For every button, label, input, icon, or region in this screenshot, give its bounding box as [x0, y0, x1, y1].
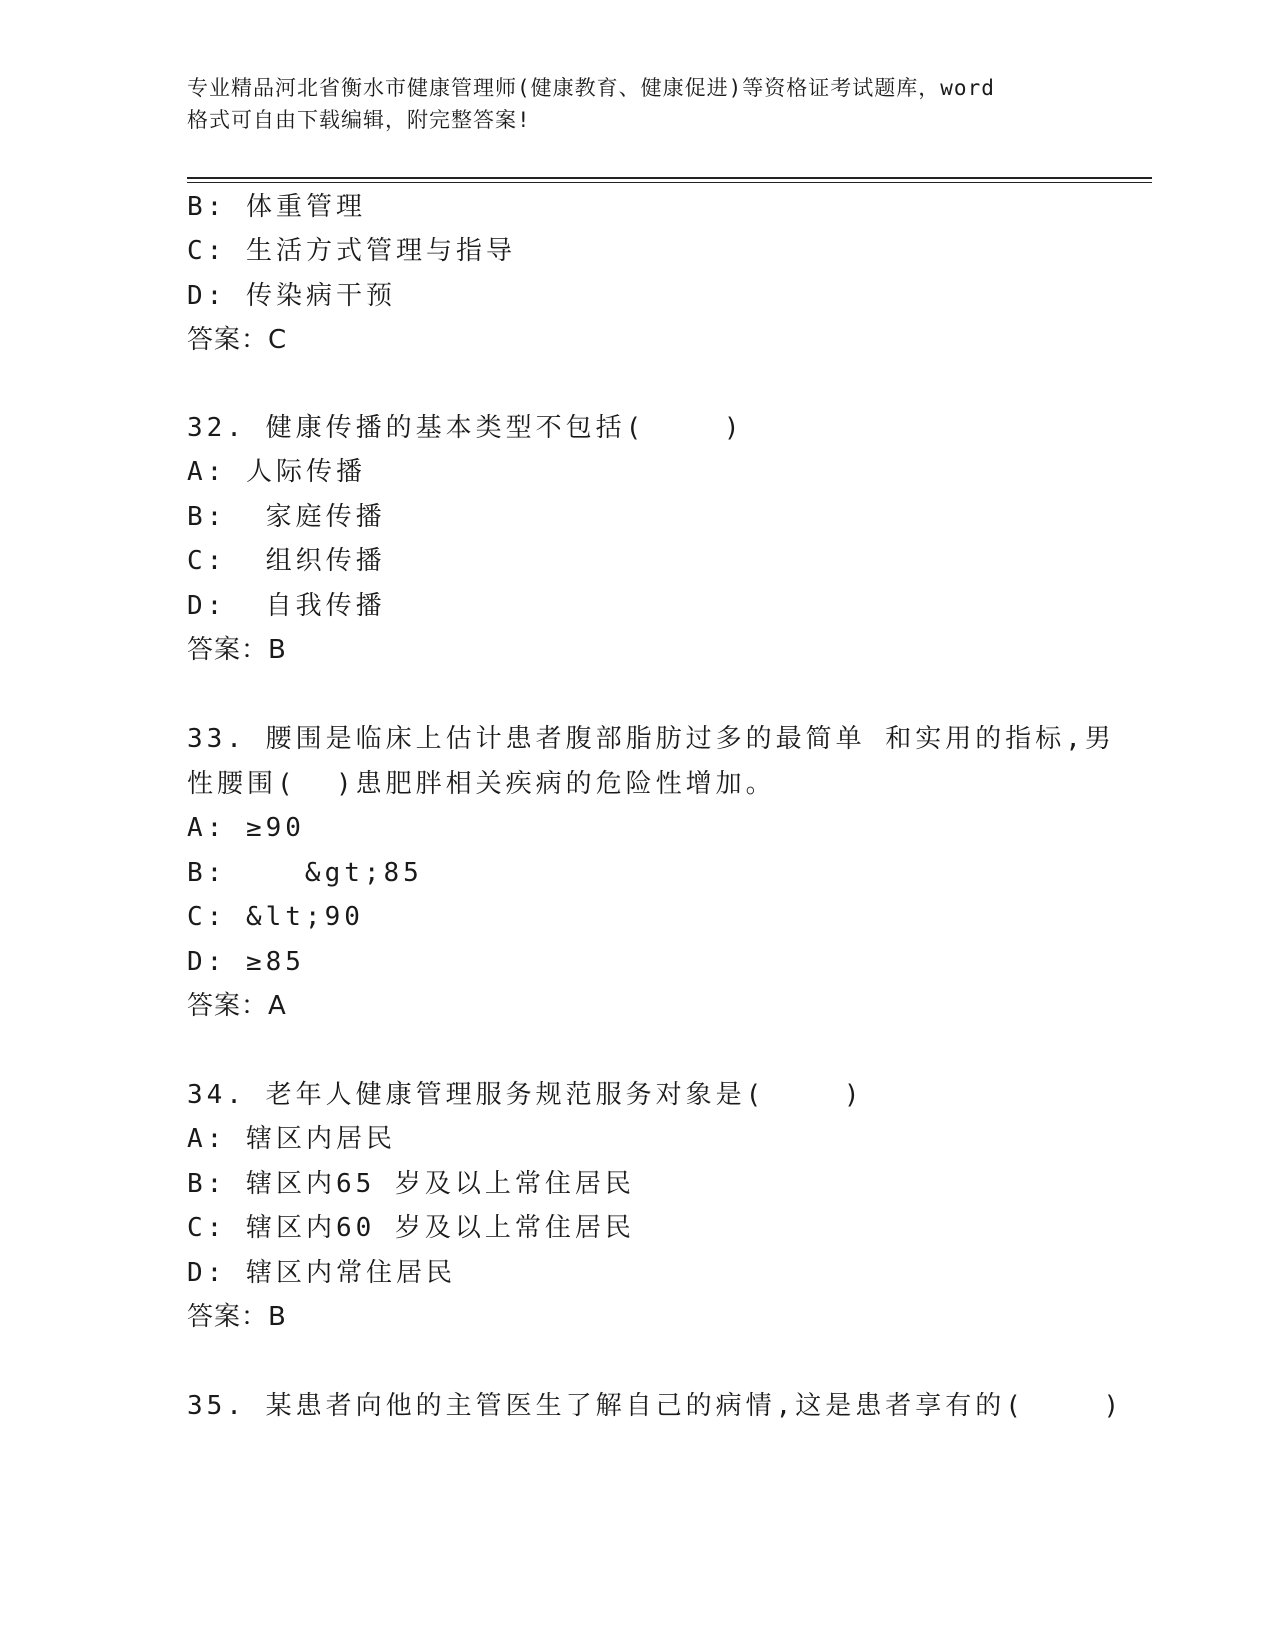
- q34-answer: 答案：B: [187, 1302, 287, 1332]
- q31-option-c: C: 生活方式管理与指导: [187, 236, 516, 266]
- header-line-1: 专业精品河北省衡水市健康管理师(健康教育、健康促进)等资格证考试题库，word: [187, 76, 995, 100]
- q34-stem: 34. 老年人健康管理服务规范服务对象是( ): [187, 1080, 864, 1110]
- q32-option-b: B: 家庭传播: [187, 502, 386, 532]
- q33-answer: 答案：A: [187, 991, 287, 1021]
- q32-stem: 32. 健康传播的基本类型不包括( ): [187, 413, 744, 443]
- q35-stem: 35. 某患者向他的主管医生了解自己的病情,这是患者享有的( ): [187, 1391, 1124, 1421]
- header-divider-thick: [187, 177, 1152, 179]
- q31-option-d: D: 传染病干预: [187, 281, 396, 311]
- q34-option-c: C: 辖区内60 岁及以上常住居民: [187, 1213, 635, 1243]
- q34-option-d: D: 辖区内常住居民: [187, 1258, 456, 1288]
- q32-answer: 答案：B: [187, 635, 287, 665]
- q32-option-d: D: 自我传播: [187, 591, 386, 621]
- q33-option-d: D: ≥85: [187, 947, 305, 977]
- q33-stem-line-2: 性腰围( )患肥胖相关疾病的危险性增加。: [187, 769, 776, 799]
- q33-stem-line-1: 33. 腰围是临床上估计患者腹部脂肪过多的最简单 和实用的指标,男: [187, 724, 1115, 754]
- q33-option-a: A: ≥90: [187, 813, 305, 843]
- document-header: [187, 72, 1087, 136]
- header-divider-thin: [187, 182, 1152, 183]
- q31-answer: 答案：C: [187, 325, 288, 355]
- q34-option-b: B: 辖区内65 岁及以上常住居民: [187, 1169, 635, 1199]
- q34-option-a: A: 辖区内居民: [187, 1124, 396, 1154]
- q32-option-c: C: 组织传播: [187, 546, 386, 576]
- q31-option-b: B: 体重管理: [187, 192, 366, 222]
- header-line-2: 格式可自由下载编辑，附完整答案!: [187, 108, 531, 132]
- q33-option-b: B: &gt;85: [187, 858, 423, 888]
- q32-option-a: A: 人际传播: [187, 457, 366, 487]
- q33-option-c: C: &lt;90: [187, 902, 364, 932]
